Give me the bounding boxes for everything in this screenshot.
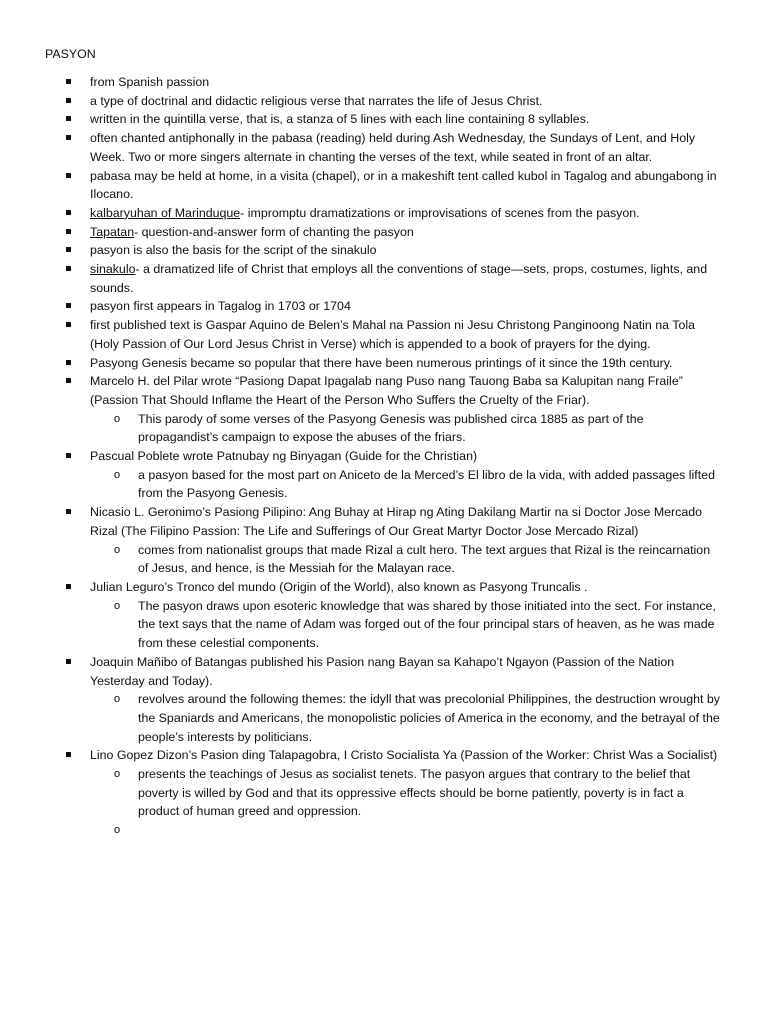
sub-list xyxy=(90,597,720,653)
square-bullet-icon xyxy=(66,229,71,234)
square-bullet-icon xyxy=(66,303,71,308)
page-title: PASYON xyxy=(45,47,96,61)
square-bullet-icon xyxy=(66,98,71,103)
list-item-text: sinakulo- a dramatized life of Christ that employs all the conventions of stage—sets, props, costumes, lights, and sounds. xyxy=(90,262,708,295)
square-bullet-icon xyxy=(66,360,71,365)
list-item-term: sinakulo xyxy=(90,262,136,277)
list-item xyxy=(0,746,768,840)
square-bullet-icon xyxy=(66,79,71,84)
square-bullet-icon xyxy=(66,322,71,327)
bullet-list xyxy=(0,73,768,840)
square-bullet-icon xyxy=(66,584,71,589)
square-bullet-icon xyxy=(66,509,71,514)
circle-bullet-icon: o xyxy=(114,543,121,556)
list-item-text: pabasa may be held at home, in a visita (chapel), or in a makeshift tent called kubol in Tagalog and abungabong in Ilocano. xyxy=(90,168,717,202)
list-item-text: Marcelo H. del Pilar wrote “Pasiong Dapat Ipagalab nang Puso nang Tauong Baba sa Kalupitan nang Fraile” (Passion That Should Inflame the Heart of the Person Who Suffers the Cruelty of the Friar). xyxy=(90,374,683,407)
list-item-text: Pascual Poblete wrote Patnubay ng Binyagan (Guide for the Christian) xyxy=(90,449,478,464)
list-item xyxy=(0,447,768,503)
square-bullet-icon xyxy=(66,116,71,121)
sub-list xyxy=(90,410,720,447)
circle-bullet-icon: o xyxy=(114,768,121,781)
sub-list-item-text: The pasyon draws upon esoteric knowledge that was shared by those initiated into the sect. For instance, the text says that the name of Adam was forged out of the four principal stars of heaven, as he was made from these celestial components. xyxy=(138,598,716,651)
list-item xyxy=(0,129,768,166)
list-item-term: Tapatan xyxy=(90,224,135,239)
square-bullet-icon xyxy=(66,135,71,140)
sub-list-item-text: presents the teachings of Jesus as socialist tenets. The pasyon argues that contrary to the belief that poverty is willed by God and that its oppressive effects should be borne patiently, poverty is in fact a product of human greed and oppression. xyxy=(138,767,691,819)
list-item xyxy=(0,92,768,111)
list-item xyxy=(0,354,768,373)
square-bullet-icon xyxy=(66,659,71,664)
square-bullet-icon xyxy=(66,266,71,271)
sub-list xyxy=(90,541,720,578)
list-item-text: first published text is Gaspar Aquino de Belen’s Mahal na Passion ni Jesu Christong Panginoong Natin na Tola (Holy Passion of Our Lord Jesus Christ in Verse) which is appended to a book of prayers for the dying. xyxy=(90,318,695,351)
circle-bullet-icon: o xyxy=(114,693,121,706)
sub-list-item xyxy=(90,597,720,653)
sub-list xyxy=(90,690,720,746)
list-item xyxy=(0,204,768,223)
square-bullet-icon xyxy=(66,752,71,757)
list-item-text: a type of doctrinal and didactic religious verse that narrates the life of Jesus Christ. xyxy=(90,93,543,108)
list-item-text: pasyon first appears in Tagalog in 1703 or 1704 xyxy=(90,299,351,314)
square-bullet-icon xyxy=(66,453,71,458)
sub-list xyxy=(90,466,720,503)
square-bullet-icon xyxy=(66,210,71,215)
sub-list-item xyxy=(90,765,720,821)
list-item xyxy=(0,297,768,316)
list-item-text: pasyon is also the basis for the script of the sinakulo xyxy=(90,243,377,258)
list-item-text: Lino Gopez Dizon’s Pasion ding Talapagobra, I Cristo Socialista Ya (Passion of the Worker: Christ Was a Socialist) xyxy=(90,748,718,763)
sub-list-item xyxy=(90,541,720,578)
circle-bullet-icon: o xyxy=(114,468,121,481)
list-item xyxy=(0,316,768,353)
list-item-text: kalbaryuhan of Marinduque- impromptu dramatizations or improvisations of scenes from the pasyon. xyxy=(90,205,640,220)
list-item xyxy=(0,110,768,129)
circle-bullet-icon: o xyxy=(114,824,121,837)
list-item xyxy=(0,73,768,92)
sub-list xyxy=(90,765,720,840)
list-item xyxy=(0,653,768,747)
list-item xyxy=(0,260,768,297)
list-item-text: Nicasio L. Geronimo’s Pasiong Pilipino: Ang Buhay at Hirap ng Ating Dakilang Martir na si Doctor Jose Mercado Rizal (The Filipino Passion: The Life and Sufferings of Our Great Martyr Doctor Jose Mercado Rizal) xyxy=(90,505,703,538)
sub-list-item xyxy=(90,690,720,746)
list-item-text: written in the quintilla verse, that is, a stanza of 5 lines with each line containing 8 syllables. xyxy=(90,112,590,127)
list-item-text: often chanted antiphonally in the pabasa (reading) held during Ash Wednesday, the Sundays of Lent, and Holy Week. Two or more singers alternate in chanting the verses of the text, while seated in front of an altar. xyxy=(90,131,696,164)
list-item xyxy=(0,503,768,578)
sub-list-item xyxy=(90,821,720,840)
list-item-text: Pasyong Genesis became so popular that there have been numerous printings of it since the 19th century. xyxy=(90,355,673,370)
square-bullet-icon xyxy=(66,247,71,252)
sub-list-item xyxy=(90,466,720,503)
circle-bullet-icon: o xyxy=(114,599,121,612)
square-bullet-icon xyxy=(66,378,71,383)
list-item xyxy=(0,223,768,242)
list-item xyxy=(0,241,768,260)
list-item-term: kalbaryuhan of Marinduque xyxy=(90,205,241,220)
sub-list-item-text: This parody of some verses of the Pasyong Genesis was published circa 1885 as part of the propagandist’s campaign to expose the abuses of the friars. xyxy=(138,411,644,445)
sub-list-item-text xyxy=(138,823,141,837)
sub-list-item-text: revolves around the following themes: the idyll that was precolonial Philippines, the destruction wrought by the Spaniards and Americans, the monopolistic policies of America in the economy, and the betrayal of the people’s interests by politicians. xyxy=(138,692,720,744)
list-item-text: Joaquin Mañibo of Batangas published his Pasion nang Bayan sa Kahapo’t Ngayon (Passion of the Nation Yesterday and Today). xyxy=(90,654,675,688)
sub-list-item-text: a pasyon based for the most part on Aniceto de la Merced’s El libro de la vida, with added passages lifted from the Pasyong Genesis. xyxy=(138,467,715,501)
list-item xyxy=(0,372,768,447)
circle-bullet-icon: o xyxy=(114,412,121,425)
sub-list-item-text: comes from nationalist groups that made Rizal a cult hero. The text argues that Rizal is the reincarnation of Jesus, and hence, is the Messiah for the Malayan race. xyxy=(138,542,711,576)
sub-list-item xyxy=(90,410,720,447)
list-item-text: Julian Leguro’s Tronco del mundo (Origin of the World), also known as Pasyong Truncalis . xyxy=(90,579,588,594)
list-item xyxy=(0,578,768,653)
list-item-text: Tapatan- question-and-answer form of chanting the pasyon xyxy=(90,224,414,239)
list-item xyxy=(0,167,768,204)
list-item-text: from Spanish passion xyxy=(90,75,210,89)
square-bullet-icon xyxy=(66,173,71,178)
